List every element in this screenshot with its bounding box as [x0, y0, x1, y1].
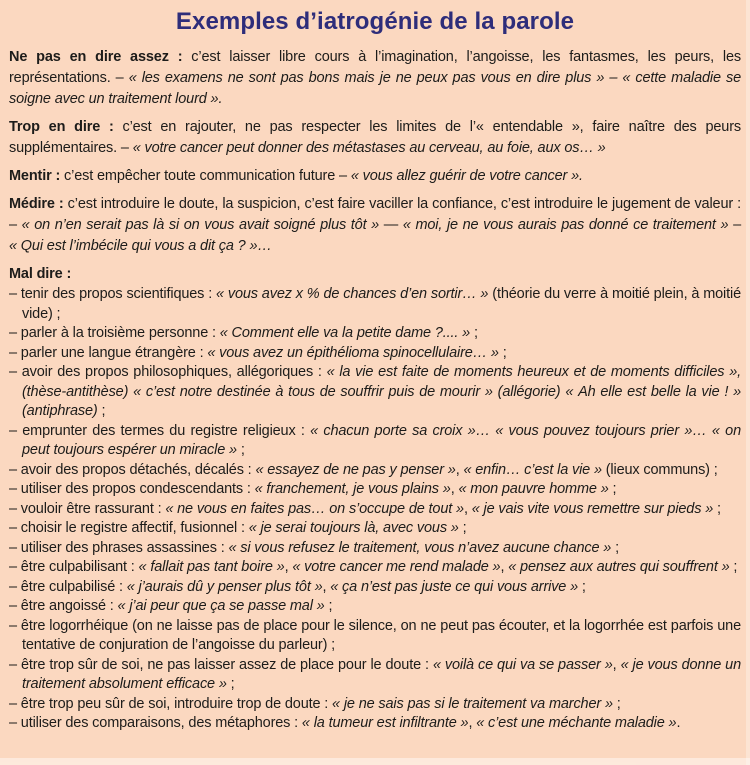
text-segment-italic: « votre cancer peut donner des métastases au cerveau, au foie, aux os… » [132, 140, 606, 156]
text-segment-normal: – tenir des propos scientifiques : [9, 286, 217, 302]
text-segment-italic: « les examens ne sont pas bons mais je ne peux pas vous en dire plus » – « cette maladie se soigne avec un traitement lourd ». [9, 70, 742, 107]
text-segment-normal: ; [729, 559, 738, 575]
text-segment-normal: , [468, 715, 477, 731]
text-segment-italic: « chacun porte sa croix »… « vous pouvez toujours prier »… « on peut toujours espérer un miracle » [22, 422, 741, 458]
text-segment-italic: « j’ai peur que ça se passe mal » [117, 598, 325, 614]
text-segment-italic: « je vais vite vous remettre sur pieds » [471, 500, 714, 517]
text-segment-italic: « vous allez guérir de votre cancer ». [350, 168, 583, 184]
text-segment-bold: Mentir : [9, 168, 65, 184]
text-segment-normal: – [728, 217, 742, 233]
text-segment-normal: c’est introduire le doute, la suspicion, c’est faire vaciller la confiance, c’est introduire le jugement de valeur : – [9, 196, 741, 233]
text-segment-italic: « ça n’est pas juste ce qui vous arrive » [330, 578, 579, 595]
text-segment-normal: – être culpabilisé : [9, 578, 127, 595]
content [9, 47, 741, 734]
text-segment-italic: « fallait pas tant boire » [138, 559, 285, 575]
list-item [9, 539, 741, 559]
text-segment-italic: « je serai toujours là, avec vous » [248, 520, 459, 536]
list-item [9, 558, 741, 578]
text-segment-normal: ; [498, 344, 507, 361]
list-item [9, 422, 741, 461]
text-segment-bold: Mal dire : [9, 266, 72, 282]
text-segment-italic: « j’aurais dû y penser plus tôt » [126, 578, 323, 595]
text-segment-normal: (théorie du verre à moitié plein, à moitié vide) ; [22, 286, 741, 322]
text-segment-normal: ; [608, 481, 617, 497]
list-item [9, 519, 741, 539]
text-segment-italic: « Comment elle va la petite dame ?.... » [219, 325, 471, 341]
text-segment-italic: « je vous donne un traitement absolument efficace » [22, 656, 742, 692]
text-segment-bold: Ne pas en dire assez : [9, 49, 192, 65]
text-segment-bold: Trop en dire : [9, 119, 123, 135]
list-item [9, 578, 741, 598]
text-segment-normal: – être trop peu sûr de soi, introduire trop de doute : [9, 695, 333, 712]
scan-edge-bottom [0, 758, 750, 765]
text-segment-italic: « Qui est l’imbécile qui vous a dit ça ? »… [9, 238, 272, 254]
list-item [9, 344, 741, 364]
text-segment-normal: , [322, 578, 331, 595]
list-item [9, 363, 741, 422]
list-item [9, 285, 741, 324]
list-item [9, 500, 741, 520]
text-segment-normal: – avoir des propos détachés, décalés : [9, 461, 256, 478]
text-segment-normal: ; [713, 500, 721, 517]
list-item [9, 461, 741, 481]
text-segment-italic: « si vous refusez le traitement, vous n’avez aucune chance » [228, 539, 612, 556]
text-segment-normal: , [463, 500, 472, 517]
text-segment-normal: – vouloir être rassurant : [9, 500, 166, 517]
text-segment-normal: , [455, 461, 464, 478]
text-segment-normal: – utiliser des propos condescendants : [9, 481, 255, 497]
text-segment-normal: , [284, 559, 293, 575]
section-heading [9, 264, 741, 285]
text-segment-italic: « moi, je ne vous aurais pas donné ce traitement » [402, 217, 729, 233]
text-segment-normal: ; [236, 442, 245, 458]
text-segment-italic: « vous avez un épithélioma spinocellulaire… » [207, 344, 499, 361]
text-segment-italic: « franchement, je vous plains » [254, 481, 451, 497]
text-segment-italic: « votre cancer me rend malade » [292, 559, 501, 575]
list-item [9, 324, 741, 344]
text-segment-normal: ; [612, 695, 621, 712]
list-item [9, 480, 741, 500]
text-segment-normal: – utiliser des comparaisons, des métaphores : [9, 715, 302, 731]
paragraph [9, 166, 741, 187]
text-segment-normal: ; [226, 676, 235, 692]
text-segment-italic: « enfin… c’est la vie » [463, 461, 602, 478]
page-title: Exemples d’iatrogénie de la parole [175, 8, 575, 35]
text-segment-italic: « la vie est faite de moments heureux et de moments difficiles », (thèse-antithèse) « c’est notre destinée à tous de souffrir puis de mourir » (allégorie) « Ah elle est belle la vie ! » (antiphrase) [22, 364, 741, 419]
paragraph [9, 47, 741, 110]
text-segment-normal: – choisir le registre affectif, fusionnel : [9, 520, 249, 536]
text-segment-italic: « ne vous en faites pas… on s’occupe de tout » [165, 500, 464, 517]
text-segment-normal: ; [611, 539, 619, 556]
text-segment-normal: – emprunter des termes du registre religieux : [9, 422, 311, 439]
text-segment-normal: ; [324, 598, 333, 614]
list-item [9, 695, 741, 715]
text-segment-normal: — [379, 217, 403, 233]
text-segment-normal: – être angoissé : [9, 598, 118, 614]
text-segment-normal: c’est laisser libre cours à l’imagination, l’angoisse, les fantasmes, les peurs, les représentations. – [9, 49, 741, 86]
list-item [9, 597, 741, 617]
text-segment-normal: – avoir des propos philosophiques, allégoriques : [9, 364, 327, 380]
text-segment-normal: – être trop sûr de soi, ne pas laisser assez de place pour le doute : [9, 656, 433, 673]
list-item [9, 617, 741, 656]
text-segment-normal: (lieux communs) ; [601, 461, 718, 478]
text-segment-italic: « voilà ce qui va se passer » [432, 656, 613, 673]
list-item [9, 714, 741, 734]
text-segment-italic: « mon pauvre homme » [458, 481, 609, 497]
text-segment-bold: Médire : [9, 196, 68, 212]
text-segment-normal: c’est empêcher toute communication future – [64, 168, 351, 184]
text-segment-normal: ; [97, 403, 106, 419]
text-segment-normal: ; [578, 578, 586, 595]
text-segment-normal: – être logorrhéique (on ne laisse pas de place pour le silence, on ne peut pas écouter, et la logorrhée est parfois une tentative de conjuration de l’angoisse du parleur) ; [9, 617, 741, 653]
text-segment-italic: « on n’en serait pas là si on vous avait soigné plus tôt » [21, 217, 380, 233]
text-segment-normal: , [612, 656, 621, 673]
text-segment-italic: « essayez de ne pas y penser » [255, 461, 456, 478]
text-segment-normal: – utiliser des phrases assassines : [9, 539, 229, 556]
text-segment-italic: « c’est une méchante maladie » [476, 715, 677, 731]
text-segment-italic: « la tumeur est infiltrante » [301, 715, 469, 731]
paragraph [9, 194, 741, 257]
text-segment-normal: – parler une langue étrangère : [9, 344, 208, 361]
scan-edge-right [746, 0, 750, 765]
text-segment-normal: c’est en rajouter, ne pas respecter les limites de l’« entendable », faire naître des peurs supplémentaires. – [9, 119, 741, 156]
text-segment-normal: ; [458, 520, 467, 536]
text-segment-italic: « pensez aux autres qui souffrent » [508, 559, 730, 575]
text-segment-normal: , [450, 481, 459, 497]
text-segment-italic: « vous avez x % de chances d’en sortir… » [216, 286, 489, 302]
text-segment-normal: ; [470, 325, 478, 341]
text-segment-normal: , [500, 559, 509, 575]
text-segment-italic: « je ne sais pas si le traitement va marcher » [332, 695, 613, 712]
text-segment-normal: – parler à la troisième personne : [9, 325, 220, 341]
text-segment-normal: – être culpabilisant : [9, 559, 139, 575]
list-item [9, 656, 741, 695]
paragraph [9, 117, 741, 159]
text-segment-normal: . [676, 715, 681, 731]
